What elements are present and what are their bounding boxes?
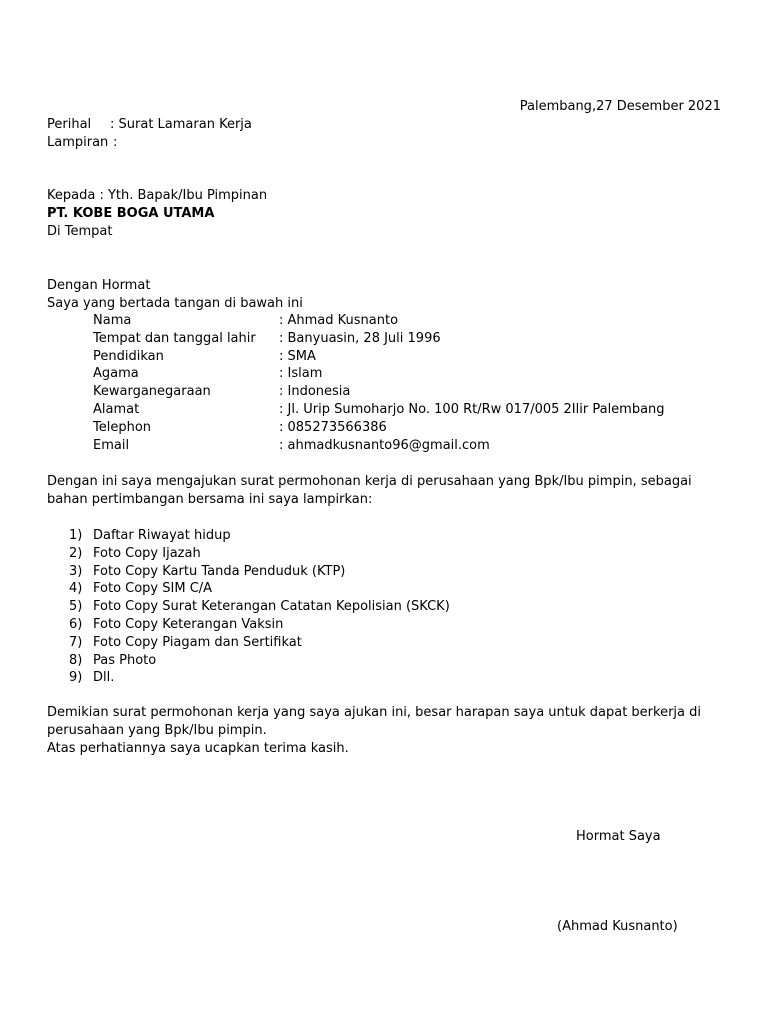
list-text: Foto Copy Keterangan Vaksin [93,616,284,632]
bio-value: : Islam [279,366,323,382]
meta-row-perihal [47,116,252,134]
list-number: 3) [69,563,83,579]
place-date: Palembang,27 Desember 2021 [519,99,721,114]
list-item [47,634,450,652]
recipient-company: PT. KOBE BOGA UTAMA [47,205,215,221]
bio-label: Tempat dan tanggal lahir [93,330,256,346]
list-text: Foto Copy Piagam dan Sertifikat [93,634,302,650]
bio-row [93,437,665,455]
bio-label: Kewarganegaraan [93,384,211,400]
opening-block [47,277,303,313]
bio-row [93,365,665,383]
request-paragraph: Dengan ini saya mengajukan surat permohonan kerja di perusahaan yang Bpk/Ibu pimpin, sebagai bahan pertimbangan bersama ini saya lampirkan: [47,474,692,507]
list-item [47,616,450,634]
bio-label: Telephon [93,419,152,435]
list-number: 8) [69,652,83,668]
meta-label: Perihal [47,117,92,132]
intro-line: Saya yang bertada tangan di bawah ini [47,295,303,311]
greeting: Dengan Hormat [47,278,151,293]
list-number: 6) [69,616,83,632]
bio-row [93,419,665,437]
bio-row [93,401,665,419]
list-text: Foto Copy Ijazah [93,545,201,561]
list-item [47,652,450,670]
bio-value: : ahmadkusnanto96@gmail.com [279,437,490,453]
list-text: Daftar Riwayat hidup [93,528,231,543]
bio-value: : Ahmad Kusnanto [279,313,399,328]
bio-label: Agama [93,366,139,382]
meta-value: : Surat Lamaran Kerja [110,117,252,132]
list-item [47,545,450,563]
list-text: Foto Copy Surat Keterangan Catatan Kepolisian (SKCK) [93,599,450,615]
list-number: 4) [69,581,83,597]
bio-value: : Jl. Urip Sumoharjo No. 100 Rt/Rw 017/005 2Ilir Palembang [279,401,665,417]
meta-value: : [113,135,118,150]
recipient-location: Di Tempat [47,223,113,239]
bio-value: : Banyuasin, 28 Juli 1996 [279,330,441,346]
bio-label: Email [93,437,130,453]
list-text: Dll. [93,670,115,686]
list-number: 9) [69,670,83,686]
closing-paragraph [47,704,719,757]
recipient-block [47,187,267,240]
list-number: 5) [69,599,83,615]
list-number: 1) [69,528,83,543]
closing-thanks: Atas perhatiannya saya ucapkan terima kasih. [47,740,349,756]
meta-row-lampiran [47,134,252,152]
bio-row [93,383,665,401]
bio-value: : Indonesia [279,384,351,400]
attachment-list [47,527,450,687]
list-text: Foto Copy Kartu Tanda Penduduk (KTP) [93,563,346,579]
list-number: 2) [69,545,83,561]
list-item [47,527,450,545]
list-item [47,598,450,616]
biodata-table [93,312,665,454]
list-item [47,563,450,581]
closing-salutation: Hormat Saya [576,829,661,844]
list-number: 7) [69,634,83,650]
bio-row [93,348,665,366]
bio-row [93,330,665,348]
bio-label: Nama [93,313,132,328]
letter-meta [47,116,252,152]
recipient-line: Kepada : Yth. Bapak/Ibu Pimpinan [47,188,268,203]
bio-label: Pendidikan [93,348,164,364]
bio-value: : 085273566386 [279,419,387,435]
list-item [47,580,450,598]
list-text: Foto Copy SIM C/A [93,581,213,597]
signature-name: (Ahmad Kusnanto) [557,919,678,934]
list-text: Pas Photo [93,652,157,668]
closing-hope: Demikian surat permohonan kerja yang saya ajukan ini, besar harapan saya untuk dapat berkerja di perusahaan yang Bpk/Ibu pimpin. [47,705,702,738]
bio-row [93,312,665,330]
meta-label: Lampiran [47,135,109,150]
list-item [47,669,450,687]
bio-value: : SMA [279,348,316,364]
bio-label: Alamat [93,401,140,417]
